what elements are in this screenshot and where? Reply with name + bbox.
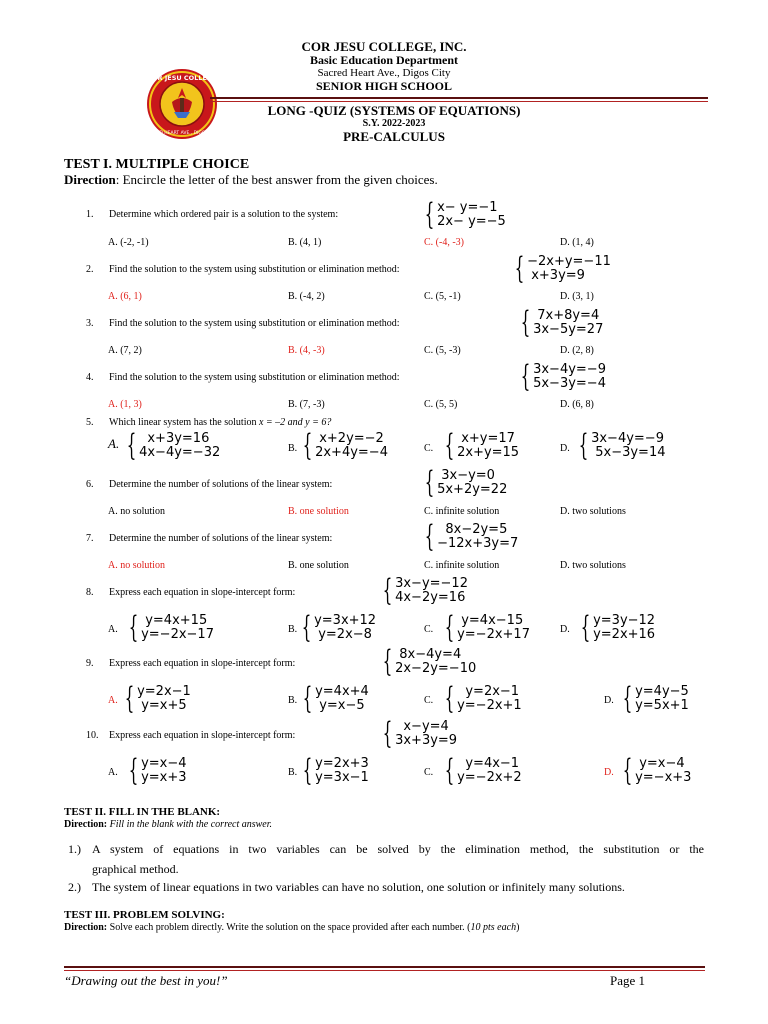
- question-text: Express each equation in slope-intercept form:: [109, 587, 296, 598]
- choice-a-answer[interactable]: A. (1, 3): [108, 399, 142, 410]
- choice-label[interactable]: B.: [288, 443, 298, 454]
- question-number: 3.: [86, 318, 94, 329]
- question-system: { 3x−4y=−9 5x−3y=−4: [520, 359, 606, 394]
- choice-system: { y=4x+4 y=x−5: [302, 681, 369, 716]
- footer-motto: “Drawing out the best in you!”: [64, 973, 228, 988]
- question-text: Which linear system has the solution x = –2 and y = 6?: [109, 417, 332, 428]
- question-number: 1.: [86, 209, 94, 220]
- question-system: { 8x−2y=5 −12x+3y=7: [424, 519, 519, 554]
- logo-text: COR JESU COLLEGE: [147, 74, 217, 82]
- question-number: 6.: [86, 479, 94, 490]
- choice-system: { y=4y−5 y=5x+1: [622, 681, 689, 716]
- choice-b-answer[interactable]: B. (4, -3): [288, 345, 325, 356]
- question-system: { −2x+y=−11 x+3y=9: [514, 251, 611, 286]
- choice-d[interactable]: D. (6, 8): [560, 399, 594, 410]
- department-name: Basic Education Department: [310, 53, 458, 67]
- choice-a[interactable]: A. (-2, -1): [108, 237, 149, 248]
- question-system: { 8x−4y=4 2x−2y=−10: [382, 644, 477, 679]
- choice-c[interactable]: C. (5, -1): [424, 291, 461, 302]
- test2-title: TEST II. FILL IN THE BLANK:: [64, 806, 221, 818]
- question-system: { x−y=4 3x+3y=9: [382, 716, 458, 751]
- choice-label[interactable]: C.: [424, 695, 434, 706]
- choice-system: { y=2x+3 y=3x−1: [302, 753, 369, 788]
- choice-d[interactable]: D. (1, 4): [560, 237, 594, 248]
- question-number: 4.: [86, 372, 94, 383]
- question-system: { 3x−y=−12 4x−2y=16: [382, 573, 468, 608]
- logo-subtext: SACRED HEART AVE., DIGOS CITY: [146, 131, 218, 136]
- choice-label[interactable]: C.: [424, 624, 434, 635]
- choice-d[interactable]: D. two solutions: [560, 560, 626, 571]
- test3-direction: Direction: Solve each problem directly. Write the solution on the space provided after each number. (10 pts each): [64, 922, 520, 933]
- choice-system: { y=4x−1 y=−2x+2: [444, 753, 522, 788]
- choice-d[interactable]: D. (3, 1): [560, 291, 594, 302]
- choice-label[interactable]: A.: [108, 436, 120, 451]
- choice-c[interactable]: C. infinite solution: [424, 560, 500, 571]
- choice-a-answer[interactable]: A. no solution: [108, 560, 165, 571]
- question-number: 5.: [86, 417, 94, 428]
- choice-system: { y=3y−12 y=2x+16: [580, 610, 656, 645]
- choice-a-answer[interactable]: A. (6, 1): [108, 291, 142, 302]
- choice-c[interactable]: C. (5, 5): [424, 399, 458, 410]
- choice-system: { y=x−4 y=−x+3: [622, 753, 692, 788]
- question-text: Express each equation in slope-intercept form:: [109, 730, 296, 741]
- choice-label[interactable]: D.: [560, 624, 570, 635]
- page-number: Page 1: [610, 973, 646, 988]
- question-number: 8.: [86, 587, 94, 598]
- fill-item-text: A system of equations in two variables can be solved by the elimination method, the substitution or the: [92, 842, 704, 856]
- test2-direction: Direction: Fill in the blank with the correct answer.: [64, 819, 273, 830]
- fill-item-text: graphical method.: [92, 862, 179, 876]
- choice-label[interactable]: C.: [424, 443, 434, 454]
- choice-b[interactable]: B. one solution: [288, 560, 349, 571]
- question-number: 2.: [86, 264, 94, 275]
- school-address: Sacred Heart Ave., Digos City: [317, 67, 451, 79]
- school-year: S.Y. 2022-2023: [362, 118, 426, 129]
- question-text: Find the solution to the system using substitution or elimination method:: [109, 264, 400, 275]
- question-text: Find the solution to the system using substitution or elimination method:: [109, 372, 400, 383]
- test3-title: TEST III. PROBLEM SOLVING:: [64, 909, 225, 921]
- choice-b[interactable]: B. (7, -3): [288, 399, 325, 410]
- fill-item-number: 2.): [68, 880, 81, 894]
- choice-b-answer[interactable]: B. one solution: [288, 506, 349, 517]
- choice-system: { x+y=17 2x+y=15: [444, 428, 520, 463]
- choice-d[interactable]: D. two solutions: [560, 506, 626, 517]
- choice-a[interactable]: A. no solution: [108, 506, 165, 517]
- question-number: 10.: [86, 730, 99, 741]
- choice-system: { 3x−4y=−9 5x−3y=14: [578, 428, 666, 463]
- choice-label[interactable]: D.: [560, 443, 570, 454]
- choice-a[interactable]: A. (7, 2): [108, 345, 142, 356]
- fill-item-number: 1.): [68, 842, 81, 856]
- choice-label[interactable]: D.: [604, 695, 614, 706]
- choice-c[interactable]: C. infinite solution: [424, 506, 500, 517]
- footer-rule-red: [64, 970, 705, 971]
- choice-system: { x+2y=−2 2x+4y=−4: [302, 428, 388, 463]
- choice-label-answer[interactable]: D.: [604, 767, 614, 778]
- question-system: { x− y=−1 2x− y=−5: [424, 197, 506, 232]
- question-system: { 3x−y=0 5x+2y=22: [424, 465, 508, 500]
- choice-system: { x+3y=16 4x−4y=−32: [126, 428, 221, 463]
- college-name: COR JESU COLLEGE, INC.: [301, 39, 467, 54]
- choice-b[interactable]: B. (4, 1): [288, 237, 322, 248]
- header-rule-red: [210, 101, 708, 102]
- choice-system: { y=4x−15 y=−2x+17: [444, 610, 530, 645]
- choice-label[interactable]: A.: [108, 767, 118, 778]
- subject: PRE-CALCULUS: [343, 129, 445, 144]
- question-text: Find the solution to the system using substitution or elimination method:: [109, 318, 400, 329]
- choice-b[interactable]: B. (-4, 2): [288, 291, 325, 302]
- choice-label[interactable]: B.: [288, 624, 298, 635]
- choice-label[interactable]: A.: [108, 624, 118, 635]
- choice-system: { y=4x+15 y=−2x−17: [128, 610, 214, 645]
- question-text: Express each equation in slope-intercept form:: [109, 658, 296, 669]
- choice-label[interactable]: C.: [424, 767, 434, 778]
- choice-system: { y=x−4 y=x+3: [128, 753, 187, 788]
- school-level: SENIOR HIGH SCHOOL: [315, 79, 453, 93]
- question-system: { 7x+8y=4 3x−5y=27: [520, 305, 604, 340]
- quiz-title: LONG -QUIZ (SYSTEMS OF EQUATIONS): [267, 103, 521, 118]
- test1-title: TEST I. MULTIPLE CHOICE: [64, 157, 250, 172]
- choice-label[interactable]: B.: [288, 695, 298, 706]
- question-number: 9.: [86, 658, 94, 669]
- choice-d[interactable]: D. (2, 8): [560, 345, 594, 356]
- choice-system: { y=2x−1 y=−2x+1: [444, 681, 522, 716]
- choice-label[interactable]: B.: [288, 767, 298, 778]
- footer-rule-dark: [64, 966, 705, 968]
- header-rule-dark: [210, 97, 708, 99]
- test1-direction: Direction: Encircle the letter of the best answer from the given choices.: [64, 172, 438, 187]
- question-text: Determine the number of solutions of the linear system:: [109, 533, 333, 544]
- choice-c[interactable]: C. (5, -3): [424, 345, 461, 356]
- question-text: Determine the number of solutions of the linear system:: [109, 479, 333, 490]
- choice-system: { y=3x+12 y=2x−8: [301, 610, 377, 645]
- choice-system: { y=2x−1 y=x+5: [124, 681, 191, 716]
- fill-item-text: The system of linear equations in two variables can have no solution, one solution or infinitely many solutions.: [92, 880, 625, 894]
- choice-c-answer[interactable]: C. (-4, -3): [424, 237, 464, 248]
- question-number: 7.: [86, 533, 94, 544]
- choice-label-answer[interactable]: A.: [108, 695, 118, 706]
- question-text: Determine which ordered pair is a solution to the system:: [109, 209, 339, 220]
